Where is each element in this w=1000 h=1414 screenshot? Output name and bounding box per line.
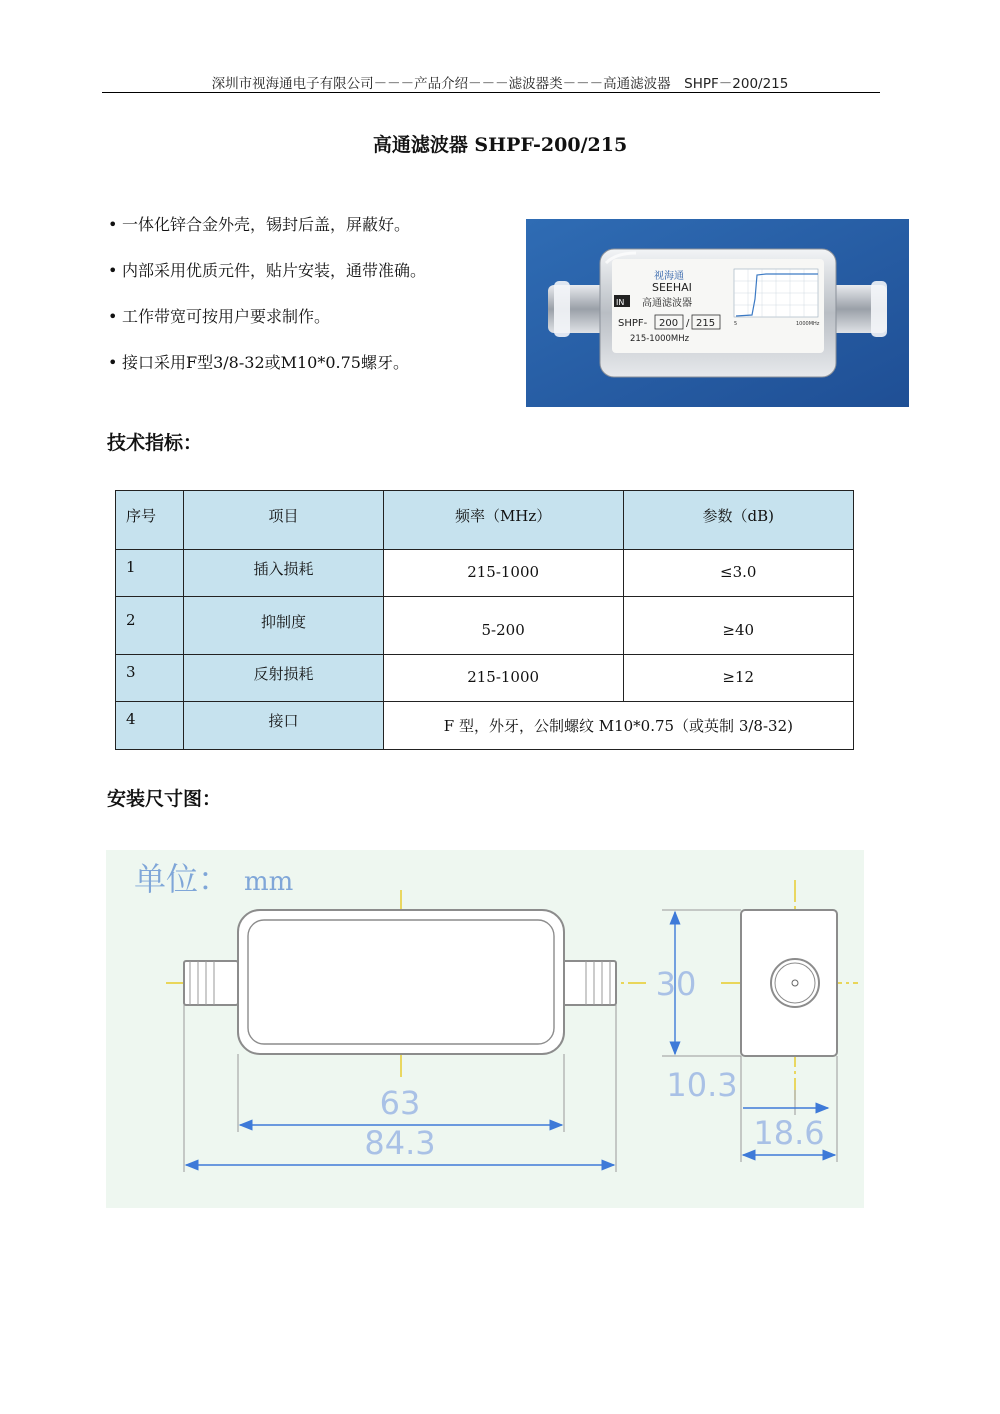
unit-value: mm — [244, 867, 294, 897]
bullet-dot: • — [108, 307, 118, 326]
cell-freq: 215-1000 — [383, 655, 623, 702]
drawing-heading: 安装尺寸图： — [107, 788, 222, 810]
cell-item: 反射损耗 — [184, 655, 384, 702]
feature-item — [108, 302, 518, 348]
cell-freq: 5-200 — [383, 597, 623, 655]
cell-param: ≥40 — [623, 597, 854, 655]
photo-model-prefix: SHPF- — [618, 318, 648, 329]
table-row — [116, 655, 854, 702]
dim-body-length: 63 — [379, 1084, 421, 1122]
table-row — [116, 550, 854, 597]
th-item: 项目 — [184, 491, 384, 550]
cell-item: 接口 — [184, 702, 384, 750]
cell-no: 2 — [116, 597, 184, 655]
photo-model-a: 200 — [659, 318, 679, 329]
photo-model-sep: / — [686, 318, 690, 329]
dimension-drawing — [106, 850, 864, 1208]
connector-right — [831, 281, 887, 337]
photo-brand-en: SEEHAI — [652, 281, 692, 294]
bullet-dot: • — [108, 353, 118, 372]
table-header-row — [116, 491, 854, 550]
photo-range: 215-1000MHz — [630, 334, 690, 344]
product-photo — [526, 219, 909, 407]
feature-text: 工作带宽可按用户要求制作。 — [122, 307, 331, 326]
cell-no: 3 — [116, 655, 184, 702]
feature-text: 接口采用F型3/8-32或M10*0.75螺牙。 — [122, 353, 409, 372]
connector-left — [548, 281, 606, 337]
feature-text: 一体化锌合金外壳，锡封后盖，屏蔽好。 — [122, 215, 411, 234]
table-row — [116, 702, 854, 750]
photo-axis-end: 1000MHz — [796, 321, 820, 327]
bullet-dot: • — [108, 261, 118, 280]
cell-no: 4 — [116, 702, 184, 750]
cell-interface: F 型，外牙，公制螺纹 M10*0.75（或英制 3/8-32) — [383, 702, 853, 750]
bullet-dot: • — [108, 215, 118, 234]
unit-label: 单位： — [134, 860, 231, 898]
spec-table — [115, 490, 854, 750]
cell-param: ≤3.0 — [623, 550, 854, 597]
th-param: 参数（dB) — [623, 491, 854, 550]
photo-product-cn: 高通滤波器 — [642, 298, 692, 309]
feature-item — [108, 348, 518, 394]
photo-response-graph — [734, 269, 818, 317]
th-no: 序号 — [116, 491, 184, 550]
page-header: 深圳市视海通电子有限公司－－－产品介绍－－－滤波器类－－－高通滤波器 SHPF－200/215 — [211, 76, 789, 92]
photo-model-b: 215 — [696, 318, 716, 329]
dim-height: 30 — [655, 965, 697, 1003]
front-view — [184, 910, 616, 1054]
cell-param: ≥12 — [623, 655, 854, 702]
side-view — [741, 910, 837, 1056]
th-freq: 频率（MHz） — [383, 491, 623, 550]
cell-no: 1 — [116, 550, 184, 597]
feature-item — [108, 256, 518, 302]
photo-axis-start: 5 — [734, 321, 738, 327]
cell-item: 插入损耗 — [184, 550, 384, 597]
feature-item — [108, 210, 518, 256]
document-title: 高通滤波器 SHPF-200/215 — [372, 134, 628, 156]
dim-total-length: 84.3 — [364, 1124, 436, 1162]
dim-width: 18.6 — [753, 1114, 825, 1152]
feature-list — [108, 210, 518, 394]
photo-in-label: IN — [616, 298, 625, 307]
table-row — [116, 597, 854, 655]
header-rule — [102, 92, 880, 93]
cell-freq: 215-1000 — [383, 550, 623, 597]
specs-heading: 技术指标： — [107, 432, 203, 454]
dim-depth: 10.3 — [666, 1066, 738, 1104]
photo-brand-cn: 视海通 — [654, 271, 684, 282]
feature-text: 内部采用优质元件，贴片安装，通带准确。 — [122, 261, 427, 280]
cell-item: 抑制度 — [184, 597, 384, 655]
